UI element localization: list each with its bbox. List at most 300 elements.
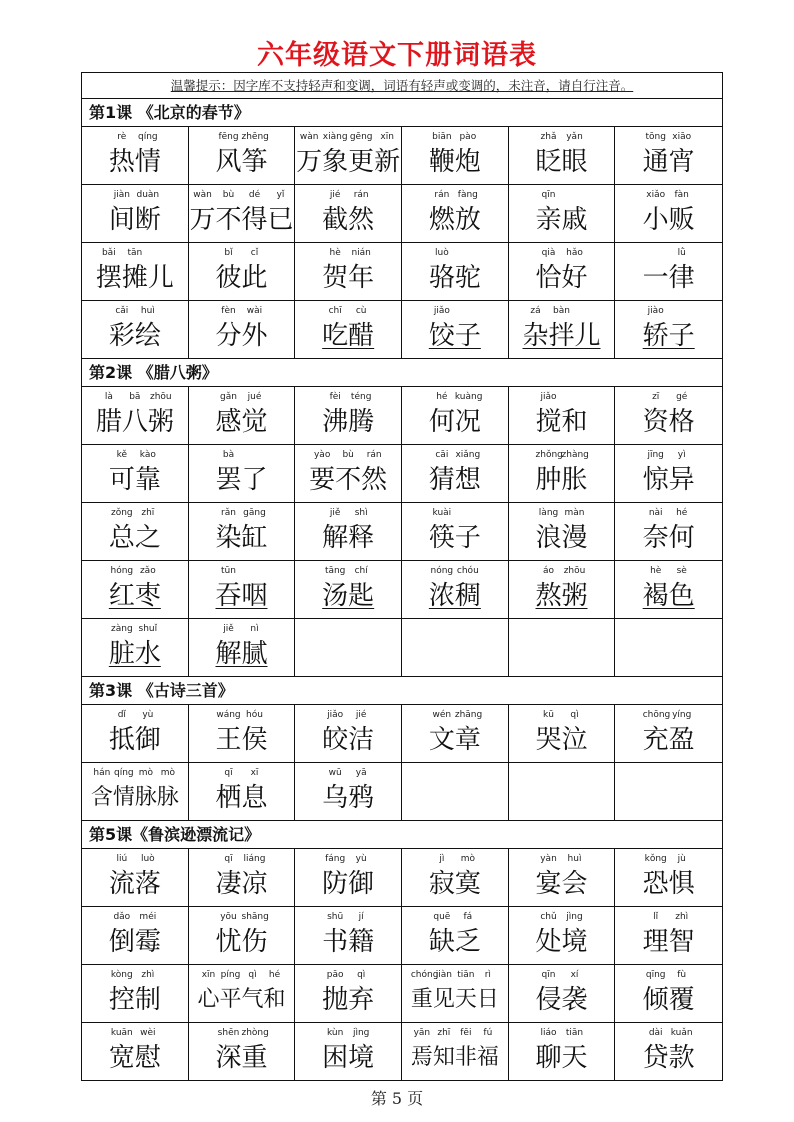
word-cell <box>189 763 296 820</box>
pinyin-syllable: luò <box>434 248 449 258</box>
pinyin <box>402 911 508 924</box>
pinyin-syllable: yào <box>313 450 331 460</box>
word-cell <box>295 301 402 358</box>
word-cell <box>82 705 189 762</box>
pinyin-syllable: bǐ <box>224 248 233 258</box>
word-text: 侵袭 <box>535 985 588 1015</box>
word <box>295 203 401 237</box>
pinyin-syllable: zhēng <box>241 132 269 142</box>
pinyin <box>295 449 401 462</box>
pinyin-syllable <box>575 305 601 318</box>
pinyin-syllable: liú <box>116 854 128 864</box>
pinyin-syllable: shāng <box>241 912 269 922</box>
pinyin-syllable: zhǒng <box>535 450 563 460</box>
pinyin <box>189 853 295 866</box>
pinyin-syllable: jí <box>358 912 364 922</box>
word-cell <box>402 127 509 184</box>
word-cell <box>615 907 722 964</box>
word <box>402 203 508 237</box>
pinyin <box>82 391 188 404</box>
pinyin <box>509 189 615 202</box>
pinyin <box>402 1027 508 1040</box>
pinyin-syllable: gǎn <box>220 392 237 402</box>
word-text: 吞咽 <box>215 581 268 611</box>
word-text: 聊天 <box>535 1043 588 1073</box>
pinyin-syllable: bà <box>222 450 235 460</box>
page-title: 六年级语文下册词语表 <box>257 40 537 71</box>
pinyin-syllable: làng <box>538 508 559 518</box>
pinyin-syllable: jiǎo <box>433 306 450 316</box>
pinyin-syllable <box>242 565 268 578</box>
word-cell <box>402 301 509 358</box>
word-cell <box>295 185 402 242</box>
word-text: 书籍 <box>322 927 375 957</box>
word-row <box>82 561 722 619</box>
word-cell <box>509 243 616 300</box>
pinyin-syllable: yǐ <box>276 190 285 200</box>
pinyin-syllable: luò <box>140 854 155 864</box>
pinyin <box>509 853 615 866</box>
pinyin <box>615 391 722 404</box>
pinyin-syllable: hán <box>93 768 111 778</box>
pinyin <box>402 305 508 318</box>
lesson-header: 第3课 《古诗三首》 <box>82 677 722 705</box>
word-cell <box>402 1023 509 1080</box>
pinyin-syllable <box>455 247 481 260</box>
word-text: 奈何 <box>642 523 695 553</box>
word-text: 王侯 <box>215 725 268 755</box>
word-row <box>82 763 722 821</box>
pinyin <box>509 449 615 462</box>
pinyin-syllable: jiàn <box>113 190 130 200</box>
pinyin-syllable: zhī <box>141 508 155 518</box>
word-cell <box>82 619 189 676</box>
pinyin-syllable: chóu <box>456 566 479 576</box>
pinyin-syllable: xiǎng <box>455 450 481 460</box>
pinyin-syllable: hóu <box>246 710 263 720</box>
word <box>402 521 508 555</box>
word-text: 筷子 <box>428 523 481 553</box>
empty-cell <box>509 619 616 676</box>
pinyin-syllable: hé <box>676 508 688 518</box>
word-cell <box>295 763 402 820</box>
empty-cell <box>402 619 509 676</box>
word <box>295 521 401 555</box>
pinyin <box>509 911 615 924</box>
pinyin <box>402 247 508 260</box>
pinyin-syllable: mò <box>138 768 153 778</box>
pinyin-syllable: shū <box>327 912 344 922</box>
pinyin-syllable: liáo <box>540 1028 557 1038</box>
pinyin-syllable: rì <box>484 970 491 980</box>
word <box>82 925 188 959</box>
pinyin-syllable: liáng <box>243 854 266 864</box>
pinyin-syllable: jué <box>247 392 262 402</box>
pinyin-syllable: wàn <box>299 132 319 142</box>
pinyin <box>295 131 401 144</box>
pinyin-syllable: fàng <box>457 190 478 200</box>
word-cell <box>82 503 189 560</box>
word-text: 乌鸦 <box>322 783 375 813</box>
pinyin-syllable: bā <box>129 392 141 402</box>
word-cell <box>189 503 296 560</box>
word-cell <box>615 849 722 906</box>
pinyin-syllable: lǜ <box>677 248 686 258</box>
word-text: 皎洁 <box>322 725 375 755</box>
pinyin <box>189 1027 295 1040</box>
pinyin <box>82 449 188 462</box>
word-text: 文章 <box>428 725 481 755</box>
pinyin-syllable: tāng <box>324 566 346 576</box>
word-cell <box>509 387 616 444</box>
pinyin <box>402 391 508 404</box>
word-cell <box>189 849 296 906</box>
word <box>615 867 722 901</box>
word-text: 寂寞 <box>428 869 481 899</box>
word-row <box>82 907 722 965</box>
pinyin <box>615 131 722 144</box>
pinyin-syllable: rǎn <box>221 508 236 518</box>
word <box>615 1041 722 1075</box>
word-text: 恰好 <box>535 263 588 293</box>
word <box>295 463 401 497</box>
word <box>82 405 188 439</box>
word <box>189 723 295 757</box>
pinyin <box>402 853 508 866</box>
pinyin-syllable: rè <box>117 132 127 142</box>
word-cell <box>509 503 616 560</box>
word-cell <box>189 301 296 358</box>
pinyin <box>402 189 508 202</box>
pinyin-syllable: qíng <box>114 768 134 778</box>
word-text: 沸腾 <box>322 407 375 437</box>
pinyin <box>295 507 401 520</box>
pinyin-syllable: kòng <box>110 970 133 980</box>
pinyin-syllable: là <box>104 392 113 402</box>
word-text: 控制 <box>108 985 161 1015</box>
word <box>615 203 722 237</box>
word-text: 浓稠 <box>428 581 481 611</box>
word-cell <box>615 965 722 1022</box>
word-row <box>82 301 722 359</box>
pinyin-syllable: xīn <box>201 970 216 980</box>
word-text: 间断 <box>108 205 161 235</box>
word-row <box>82 619 722 677</box>
word-cell <box>615 127 722 184</box>
word-text: 处境 <box>535 927 588 957</box>
pinyin-syllable: fèi <box>329 392 341 402</box>
pinyin-syllable <box>562 391 588 404</box>
word <box>402 983 508 1017</box>
word-text: 缺乏 <box>428 927 481 957</box>
word <box>509 723 615 757</box>
word-cell <box>509 301 616 358</box>
pinyin-syllable: nóng <box>430 566 454 576</box>
pinyin-syllable: gāng <box>243 508 266 518</box>
word-text: 资格 <box>642 407 695 437</box>
word-cell <box>189 561 296 618</box>
tip-text: 温馨提示：因字库不支持轻声和变调，词语有轻声或变调的，未注音，请自行注音。 <box>170 78 634 93</box>
word-cell <box>189 965 296 1022</box>
word-text: 惊异 <box>642 465 695 495</box>
pinyin-syllable: yíng <box>672 710 692 720</box>
word-cell <box>82 387 189 444</box>
word <box>509 1041 615 1075</box>
word-text: 理智 <box>642 927 695 957</box>
word-cell <box>189 127 296 184</box>
word-row <box>82 1023 722 1080</box>
word-text: 焉知非福 <box>410 1045 499 1070</box>
word <box>509 867 615 901</box>
pinyin-syllable: rán <box>366 450 382 460</box>
tip-banner <box>82 73 722 99</box>
word <box>189 521 295 555</box>
pinyin-syllable: chǔ <box>540 912 557 922</box>
word <box>295 925 401 959</box>
word-cell <box>295 1023 402 1080</box>
word-cell <box>509 561 616 618</box>
pinyin-syllable: jīng <box>647 450 664 460</box>
pinyin-syllable: gé <box>676 392 688 402</box>
pinyin-syllable: fá <box>463 912 473 922</box>
pinyin-syllable: kuǎn <box>670 1028 693 1038</box>
pinyin <box>509 709 615 722</box>
pinyin-syllable: hǎo <box>566 248 583 258</box>
pinyin-syllable <box>455 507 481 520</box>
pinyin <box>615 305 722 318</box>
word-text: 燃放 <box>428 205 481 235</box>
word <box>615 261 722 295</box>
pinyin-syllable: yōu <box>220 912 237 922</box>
word <box>509 261 615 295</box>
pinyin-syllable: xīn <box>380 132 394 142</box>
pinyin-syllable: kū <box>543 710 554 720</box>
word <box>509 405 615 439</box>
word <box>189 145 295 179</box>
word-cell <box>82 561 189 618</box>
pinyin-syllable: wài <box>246 306 263 316</box>
word-cell <box>615 561 722 618</box>
word-cell <box>295 503 402 560</box>
word-text: 鞭炮 <box>428 147 481 177</box>
pinyin-syllable: huì <box>140 306 155 316</box>
word-text: 杂拌儿 <box>522 321 601 351</box>
word <box>82 1041 188 1075</box>
pinyin-syllable: lǐ <box>653 912 659 922</box>
word-text: 栖息 <box>215 783 268 813</box>
pinyin-syllable: tiān <box>457 970 475 980</box>
word <box>82 203 188 237</box>
word-text: 可靠 <box>108 465 161 495</box>
word-text: 摆摊儿 <box>95 263 174 293</box>
pinyin-syllable: zī <box>652 392 660 402</box>
word-text: 抵御 <box>108 725 161 755</box>
pinyin-syllable: duàn <box>136 190 160 200</box>
pinyin-syllable: kuài <box>432 508 452 518</box>
word-text: 小贩 <box>642 205 695 235</box>
word <box>402 145 508 179</box>
word-text: 流落 <box>108 869 161 899</box>
word <box>82 145 188 179</box>
pinyin-syllable: wàn <box>193 190 212 200</box>
word-cell <box>295 849 402 906</box>
pinyin-syllable: qì <box>248 970 257 980</box>
pinyin-syllable: yān <box>413 1028 431 1038</box>
word <box>402 405 508 439</box>
word <box>402 579 508 613</box>
word-cell <box>615 1023 722 1080</box>
pinyin <box>402 969 508 982</box>
pinyin <box>189 623 295 636</box>
word-cell <box>615 445 722 502</box>
word-cell <box>402 849 509 906</box>
word <box>509 203 615 237</box>
pinyin <box>82 911 188 924</box>
pinyin-syllable: kuān <box>110 1028 133 1038</box>
pinyin <box>82 565 188 578</box>
word-cell <box>82 849 189 906</box>
pinyin <box>295 767 401 780</box>
word-cell <box>295 561 402 618</box>
pinyin-syllable: jiǎo <box>540 392 557 402</box>
word-cell <box>509 849 616 906</box>
word <box>189 405 295 439</box>
word-cell <box>295 243 402 300</box>
word <box>82 319 188 353</box>
empty-cell <box>615 619 722 676</box>
pinyin-syllable: jié <box>329 190 341 200</box>
word <box>189 463 295 497</box>
word-row <box>82 445 722 503</box>
pinyin-syllable: zhàng <box>561 450 589 460</box>
word <box>509 925 615 959</box>
word-cell <box>615 705 722 762</box>
word-cell <box>82 243 189 300</box>
word-text: 褐色 <box>642 581 695 611</box>
pinyin-syllable: qīng <box>645 970 666 980</box>
pinyin <box>82 507 188 520</box>
word-cell <box>189 619 296 676</box>
word <box>295 781 401 815</box>
word-text: 要不然 <box>309 465 388 495</box>
pinyin-syllable: shuǐ <box>138 624 158 634</box>
word-text: 万不得已 <box>189 205 294 235</box>
word-cell <box>615 185 722 242</box>
pinyin <box>509 507 615 520</box>
word-cell <box>82 965 189 1022</box>
word-cell <box>402 503 509 560</box>
pinyin-syllable: yù <box>355 854 367 864</box>
word-text: 饺子 <box>428 321 481 351</box>
word-text: 困境 <box>322 1043 375 1073</box>
pinyin <box>189 709 295 722</box>
pinyin-syllable: jié <box>355 710 367 720</box>
pinyin-syllable: jì <box>439 854 445 864</box>
pinyin-syllable: màn <box>564 508 585 518</box>
pinyin-syllable <box>643 247 669 260</box>
pinyin <box>615 449 722 462</box>
pinyin-syllable: yā <box>355 768 367 778</box>
word <box>295 145 401 179</box>
word-text: 红枣 <box>108 581 161 611</box>
word-text: 分外 <box>215 321 268 351</box>
word <box>615 925 722 959</box>
pinyin <box>82 623 188 636</box>
lesson-header: 第5课《鲁滨逊漂流记》 <box>82 821 722 849</box>
pinyin-syllable <box>562 189 588 202</box>
pinyin-syllable: tān <box>127 248 143 258</box>
pinyin-syllable: zá <box>530 306 541 316</box>
pinyin-syllable <box>148 247 174 260</box>
word-text: 解腻 <box>215 639 268 669</box>
pinyin-syllable: hóng <box>110 566 134 576</box>
pinyin-syllable: gēng <box>349 132 373 142</box>
word <box>402 867 508 901</box>
pinyin <box>402 709 508 722</box>
pinyin-syllable: kě <box>116 450 128 460</box>
word-text: 宽慰 <box>108 1043 161 1073</box>
pinyin <box>82 767 188 780</box>
pinyin-syllable: qì <box>357 970 366 980</box>
word-row <box>82 503 722 561</box>
empty-cell <box>509 763 616 820</box>
word <box>402 1041 508 1075</box>
pinyin <box>189 449 295 462</box>
pinyin <box>82 1027 188 1040</box>
word-text: 宴会 <box>535 869 588 899</box>
pinyin-syllable: áo <box>543 566 555 576</box>
pinyin-syllable: chōng <box>642 710 671 720</box>
word-text: 汤匙 <box>322 581 375 611</box>
pinyin-syllable: zǎo <box>139 566 156 576</box>
pinyin-syllable: zhǎ <box>540 132 557 142</box>
pinyin-syllable: fèn <box>221 306 236 316</box>
vocabulary-table <box>81 72 723 1081</box>
pinyin-syllable: kuàng <box>454 392 483 402</box>
pinyin-syllable: zàng <box>111 624 133 634</box>
word <box>82 261 188 295</box>
word-text: 彩绘 <box>108 321 161 351</box>
pinyin <box>82 247 188 260</box>
word-cell <box>509 705 616 762</box>
word <box>189 867 295 901</box>
pinyin-syllable: hè <box>329 248 341 258</box>
pinyin-syllable: fú <box>483 1028 493 1038</box>
pinyin <box>189 189 295 202</box>
pinyin-syllable <box>669 305 695 318</box>
pinyin <box>82 189 188 202</box>
word-text: 罢了 <box>215 465 268 495</box>
pinyin-syllable: qì <box>570 710 579 720</box>
lesson-header: 第1课 《北京的春节》 <box>82 99 722 127</box>
word-row <box>82 243 722 301</box>
word-cell <box>82 185 189 242</box>
word-cell <box>402 445 509 502</box>
pinyin-syllable: yù <box>142 710 154 720</box>
pinyin <box>295 247 401 260</box>
word-text: 轿子 <box>642 321 695 351</box>
pinyin-syllable: dài <box>648 1028 663 1038</box>
word-text: 凄凉 <box>215 869 268 899</box>
pinyin-syllable: shēn <box>217 1028 240 1038</box>
word <box>402 723 508 757</box>
pinyin-syllable: bù <box>342 450 354 460</box>
pinyin-syllable: fù <box>677 970 687 980</box>
word <box>82 867 188 901</box>
pinyin <box>82 305 188 318</box>
pinyin <box>509 247 615 260</box>
word <box>82 521 188 555</box>
